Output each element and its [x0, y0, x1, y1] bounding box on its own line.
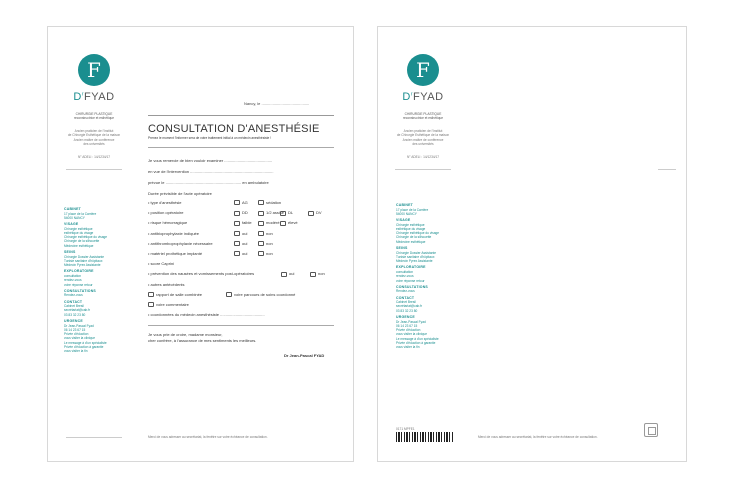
- sidebar-contacts: [64, 207, 107, 354]
- sidebar-value: Médecin Pyrex Assistante: [396, 259, 433, 264]
- sidebar-heading: SEINS: [64, 250, 76, 255]
- sidebar-value: secrétariat@cab.fr: [64, 308, 91, 313]
- checkbox-square[interactable]: [258, 200, 264, 205]
- option-checkbox[interactable]: [234, 220, 252, 225]
- closing-line-2: cher confrère, à l'assurance de mes sentiments les meilleurs.: [148, 338, 257, 343]
- option-label: élevé: [288, 220, 298, 226]
- footer-note: Merci de vous adresser au secrétariat, la fenêtre sur votre échéance de consultation.: [148, 435, 268, 439]
- sidebar-value: 03 83 32 23 80: [64, 312, 86, 317]
- sidebar-heading: CONSULTATIONS: [64, 288, 96, 293]
- option-label: oui: [242, 240, 248, 246]
- option-label: rapport de salle combinée: [156, 291, 203, 297]
- option-checkbox[interactable]: [258, 200, 281, 205]
- checkbox-square[interactable]: [280, 211, 286, 216]
- option-label: 1/2 assise: [266, 210, 285, 216]
- sidebar-value: Médecin Pyrex Assistante: [64, 263, 101, 268]
- sidebar-value: voire réponse retour: [396, 278, 425, 283]
- question-label: • antithromboprophylaxie nécessaire: [148, 240, 213, 246]
- date-line: Nancy, le ...........................................: [244, 101, 310, 106]
- divider: [148, 325, 334, 326]
- sidebar-value: Dr Jean-Pascal Fyad: [396, 319, 426, 324]
- sidebar-heading: URGENCE: [64, 319, 83, 324]
- barcode-label: 0171 MPFE1: [396, 427, 415, 431]
- sidebar-value: 17 place de la Carrière: [64, 211, 97, 216]
- question-label: • risque hémorragique: [148, 220, 188, 226]
- option-label: oui: [242, 251, 248, 256]
- option-checkbox[interactable]: [234, 241, 247, 246]
- checkbox-square[interactable]: [258, 231, 264, 236]
- sidebar-value: rendez-vous: [64, 278, 82, 283]
- checkbox-square[interactable]: [258, 221, 264, 226]
- barcode: [396, 432, 454, 442]
- sidebar-value: 06 14 23 67 15: [396, 323, 418, 328]
- sidebar-heading: EXPLORATOIRE: [64, 269, 94, 274]
- option-label: DV: [316, 210, 322, 216]
- checkbox-square[interactable]: [148, 302, 154, 307]
- specialty: CHIRURGIE PLASTIQUE reconstructrice et esthétique: [402, 112, 444, 121]
- document-title: CONSULTATION D'ANESTHÉSIE: [148, 123, 320, 135]
- date-planned-line: prévue le .................................................................... en ambulatoire: [148, 180, 269, 185]
- sidebar-value: 06 14 23 67 15: [64, 327, 86, 332]
- affiliation: Ancien praticien de l'Institut de Chirurgie Esthétique de la maison Ancien maître de conférence des universités: [396, 129, 450, 146]
- sidebar-value: rendez-vous: [396, 274, 414, 279]
- option-label: modéré: [266, 220, 280, 226]
- divider: [66, 169, 122, 170]
- option-checkbox[interactable]: [234, 231, 247, 236]
- sidebar-value: Tunisie sanitaire d'hôpitaux: [396, 254, 435, 259]
- option-checkbox[interactable]: [280, 220, 298, 225]
- sidebar-heading: VISAGE: [396, 218, 411, 223]
- referral-line: Je vous remercie de bien vouloir examiner ...........................................: [148, 158, 273, 163]
- sidebar-value: Tunisie sanitaire d'hôpitaux: [64, 258, 103, 263]
- sidebar-value: Chirurgie de la silhouette: [396, 235, 432, 240]
- sidebar-value: Le message à d'un spécialiste: [64, 340, 107, 345]
- question-label: • type d'anesthésie: [148, 200, 182, 205]
- sidebar-value: vous visiter la clinique: [64, 336, 96, 341]
- option-label: voire commentaire: [156, 302, 189, 307]
- intervention-line: en vue de l'intervention ...........................................................................: [148, 169, 274, 174]
- checkbox-square[interactable]: [280, 221, 286, 226]
- divider: [66, 437, 122, 438]
- option-label: sédation: [266, 200, 282, 205]
- question-label: • position opératoire: [148, 210, 184, 216]
- adeli-number: N° ADELI : 14/1234/17: [406, 155, 440, 159]
- question-label: • autres antécédents: [148, 281, 185, 287]
- checkbox-square[interactable]: [308, 211, 314, 216]
- sidebar-value: Rendez-vous: [64, 293, 83, 298]
- sidebar-value: Médecine esthétique: [396, 239, 426, 244]
- option-label: non: [266, 230, 273, 236]
- sidebar-value: 03 83 32 23 80: [396, 308, 418, 313]
- checkbox-square[interactable]: [234, 251, 240, 256]
- checkbox-square[interactable]: [258, 241, 264, 246]
- checkbox-square[interactable]: [226, 292, 232, 297]
- sidebar-heading: VISAGE: [64, 222, 79, 227]
- affiliation: Ancien praticien de l'Institut de Chirurgie Esthétique de la maison Ancien maître de conférence des universités: [67, 129, 121, 146]
- sidebar-heading: SEINS: [396, 246, 408, 251]
- sidebar-heading: CONTACT: [64, 299, 83, 304]
- closing-line-1: Je vous prie de croire, madame monsieur,: [148, 332, 223, 337]
- checkbox-square[interactable]: [234, 231, 240, 236]
- option-label: non: [266, 251, 273, 256]
- sidebar-value: 54000 NANCY: [396, 211, 417, 216]
- document-subtitle: Prenez le moment l'informer sera de votre traitement initial à un médecin anesthésiste !: [148, 136, 272, 140]
- question-label: • matériel prothétique implanté: [148, 251, 203, 256]
- sidebar-heading: EXPLORATOIRE: [396, 265, 426, 270]
- letterhead-page-form: [47, 26, 354, 462]
- option-checkbox[interactable]: [310, 271, 325, 276]
- checkbox-square[interactable]: [258, 251, 264, 256]
- option-checkbox[interactable]: [148, 302, 189, 307]
- option-label: oui: [242, 230, 248, 236]
- divider: [658, 169, 676, 170]
- footer-note: Merci de vous adresser au secrétariat, la fenêtre sur votre échéance de consultation.: [478, 435, 598, 439]
- option-label: faible: [242, 220, 252, 226]
- sidebar-value: Chirurgie esthétique: [396, 222, 425, 227]
- sidebar-value: Médecine esthétique: [64, 243, 94, 248]
- monogram-logo: F: [407, 54, 439, 86]
- sidebar-value: consultation: [64, 273, 82, 278]
- sidebar-value: Le message à d'un spécialiste: [396, 336, 439, 341]
- option-label: AG: [242, 200, 248, 205]
- adeli-number: N° ADELI : 14/1234/17: [77, 155, 111, 159]
- monogram-logo: F: [78, 54, 110, 86]
- divider: [148, 147, 334, 148]
- sidebar-value: esthétique du visage: [64, 230, 94, 235]
- sidebar-value: 54000 NANCY: [64, 215, 85, 220]
- sidebar-value: vous visiter la fin: [64, 349, 88, 354]
- duration-line: Durée prévisible de l'acte opératoire: [148, 191, 212, 196]
- sidebar-value: Privée d'éduction: [396, 328, 421, 333]
- divider: [148, 115, 334, 116]
- option-checkbox[interactable]: [280, 210, 293, 215]
- brand-name: $D^rFYAD$: [73, 91, 115, 103]
- option-label: non: [318, 271, 325, 277]
- checkbox-square[interactable]: [234, 200, 240, 205]
- option-checkbox[interactable]: [258, 251, 273, 256]
- sidebar-value: Dr Jean-Pascal Fyad: [64, 323, 94, 328]
- question-label: • antibioprophylaxie indiquée: [148, 230, 199, 236]
- option-checkbox[interactable]: [226, 292, 295, 297]
- sidebar-heading: CABINET: [396, 203, 413, 207]
- sidebar-value: Chirurgie esthétique du visage: [396, 231, 440, 236]
- option-checkbox[interactable]: [258, 231, 273, 236]
- letterhead-page-blank: [377, 26, 687, 462]
- sidebar-value: Rendez-vous: [396, 289, 415, 294]
- sidebar-value: Privée d'éduction à garantie: [64, 345, 104, 350]
- sidebar-heading: URGENCE: [396, 315, 415, 320]
- sidebar-contacts: [396, 203, 439, 350]
- option-label: DL: [288, 210, 294, 216]
- sidebar-value: Chirurgie Dossier Assistante: [396, 250, 437, 255]
- question-label: • prévention des nausées et vomissements post-opératoires: [148, 271, 255, 277]
- option-checkbox[interactable]: [234, 251, 247, 256]
- sidebar-heading: CONSULTATIONS: [396, 284, 428, 289]
- sidebar-value: vous visiter la clinique: [396, 332, 428, 337]
- option-checkbox[interactable]: [281, 271, 294, 276]
- question-label: • coordonnées du médecin anesthésiste ........................................: [148, 312, 265, 318]
- question-label: • score Caprini: [148, 261, 175, 267]
- option-label: non: [266, 240, 273, 246]
- sidebar-value: Chirurgie Dossier Assistante: [64, 254, 105, 259]
- checkbox-square[interactable]: [281, 272, 287, 277]
- checkbox-square[interactable]: [258, 211, 264, 216]
- sidebar-value: 17 place de la Carrière: [396, 207, 429, 212]
- sidebar-value: Privée d'éduction à garantie: [396, 341, 436, 346]
- checkbox-square[interactable]: [234, 211, 240, 216]
- sidebar-value: Cabinet Bresil: [64, 304, 84, 309]
- checkbox-square[interactable]: [148, 292, 154, 297]
- option-label: DD: [242, 210, 248, 216]
- sidebar-value: Chirurgie de la silhouette: [64, 239, 100, 244]
- sidebar-heading: CABINET: [64, 207, 81, 211]
- option-label: voire parcours de soins coordonné: [234, 291, 296, 297]
- signature: Dr Jean-Pascal FYAD: [284, 353, 325, 358]
- sidebar-value: Chirurgie esthétique du visage: [64, 235, 108, 240]
- sidebar-value: Chirurgie esthétique: [64, 226, 93, 231]
- checkbox-square[interactable]: [310, 272, 316, 277]
- option-label: oui: [289, 271, 295, 277]
- sidebar-heading: CONTACT: [396, 295, 415, 300]
- sidebar-value: Cabinet Bresil: [396, 300, 416, 305]
- option-checkbox[interactable]: [148, 292, 202, 297]
- checkbox-square[interactable]: [234, 221, 240, 226]
- option-checkbox[interactable]: [258, 220, 280, 225]
- option-checkbox[interactable]: [234, 200, 248, 205]
- option-checkbox[interactable]: [308, 210, 322, 215]
- option-checkbox[interactable]: [234, 210, 248, 215]
- sidebar-value: consultation: [396, 269, 414, 274]
- sidebar-value: secrétariat@cab.fr: [396, 304, 423, 309]
- sidebar-value: esthétique du visage: [396, 226, 426, 231]
- sidebar-value: vous visiter la fin: [396, 345, 420, 350]
- specialty: CHIRURGIE PLASTIQUE reconstructrice et esthétique: [73, 112, 115, 121]
- checkbox-square[interactable]: [234, 241, 240, 246]
- option-checkbox[interactable]: [258, 241, 273, 246]
- sidebar-value: Privée d'éduction: [64, 332, 89, 337]
- sidebar-value: voire réponse retour: [64, 282, 93, 287]
- qr-code-icon: [644, 423, 658, 437]
- divider: [395, 169, 451, 170]
- brand-name: $D^rFYAD$: [402, 91, 444, 103]
